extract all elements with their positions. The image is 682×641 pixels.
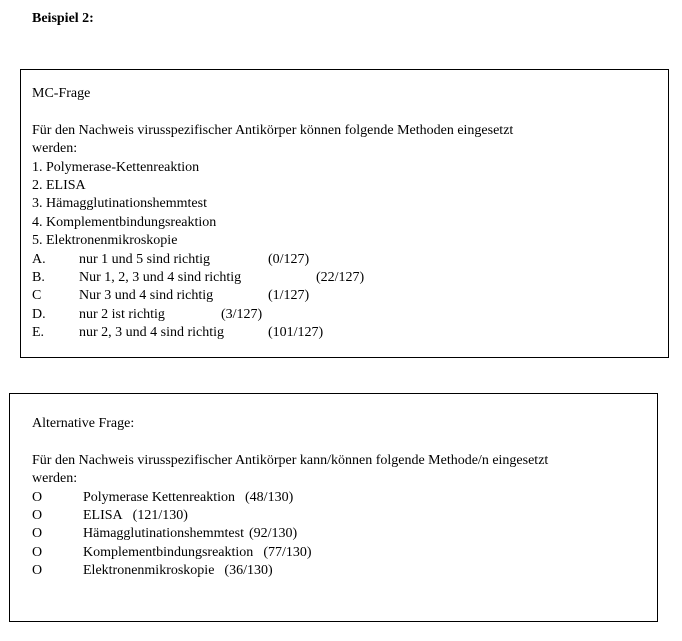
option-count: (22/127): [316, 269, 365, 285]
option-text: Komplementbindungsreaktion: [83, 544, 254, 560]
option-count: (92/130): [248, 526, 298, 542]
alt-option[interactable]: [32, 525, 647, 543]
radio-circle-icon[interactable]: O: [32, 489, 43, 505]
option-letter: E.: [32, 325, 45, 341]
option-text: nur 2 ist richtig: [79, 306, 165, 322]
option-letter: A.: [32, 251, 46, 267]
method-item: 1. Polymerase-Kettenreaktion: [32, 159, 200, 175]
method-item: 4. Komplementbindungsreaktion: [32, 214, 217, 230]
mc-question-title: MC-Frage: [32, 86, 91, 101]
alt-question-stem-line-2: werden:: [32, 471, 78, 487]
option-count: (0/127): [268, 251, 310, 267]
method-item: 5. Elektronenmikroskopie: [32, 233, 178, 249]
method-item: 3. Hämagglutinationshemmtest: [32, 196, 207, 212]
alternative-question-box: [9, 393, 658, 622]
mc-question-box: [20, 69, 669, 358]
mc-option-a: [32, 251, 658, 269]
option-count: (48/130): [245, 489, 294, 505]
option-count: (1/127): [268, 288, 310, 304]
radio-circle-icon[interactable]: O: [32, 563, 43, 579]
option-count: (3/127): [221, 306, 263, 322]
option-letter: D.: [32, 306, 46, 322]
option-text: nur 2, 3 und 4 sind richtig: [79, 325, 225, 341]
option-text: Polymerase Kettenreaktion: [83, 489, 236, 505]
alt-question-stem-line-1: Für den Nachweis virusspezifischer Antikörper kann/können folgende Methode/n eingesetzt: [32, 452, 549, 468]
option-count: (77/130): [263, 544, 312, 560]
radio-circle-icon[interactable]: O: [32, 544, 43, 560]
option-letter: B.: [32, 269, 45, 285]
option-text: Nur 3 und 4 sind richtig: [79, 288, 214, 304]
option-text: Hämagglutinationshemmtest: [83, 526, 244, 542]
mc-option-c: [32, 287, 658, 305]
alt-option[interactable]: [32, 544, 647, 562]
page-heading: Beispiel 2:: [32, 11, 94, 26]
mc-option-e: [32, 324, 658, 342]
alt-option[interactable]: [32, 489, 647, 507]
mc-question-stem-line-2: werden:: [32, 141, 78, 157]
alt-question-title: Alternative Frage:: [32, 416, 135, 431]
option-text: Nur 1, 2, 3 und 4 sind richtig: [79, 269, 242, 285]
option-text: Elektronenmikroskopie: [83, 563, 215, 579]
alt-option[interactable]: [32, 507, 647, 525]
mc-question-stem-line-1: Für den Nachweis virusspezifischer Antikörper können folgende Methoden eingesetzt: [32, 122, 514, 138]
radio-circle-icon[interactable]: O: [32, 526, 43, 542]
option-count: (101/127): [268, 325, 324, 341]
option-text: ELISA: [83, 507, 123, 523]
radio-circle-icon[interactable]: O: [32, 507, 43, 523]
method-item: 2. ELISA: [32, 177, 86, 193]
option-letter: C: [32, 288, 42, 304]
option-count: (36/130): [224, 563, 273, 579]
option-count: (121/130): [132, 507, 188, 523]
mc-option-d: [32, 306, 658, 324]
alt-option[interactable]: [32, 562, 647, 580]
option-text: nur 1 und 5 sind richtig: [79, 251, 211, 267]
mc-option-b: [32, 269, 658, 287]
